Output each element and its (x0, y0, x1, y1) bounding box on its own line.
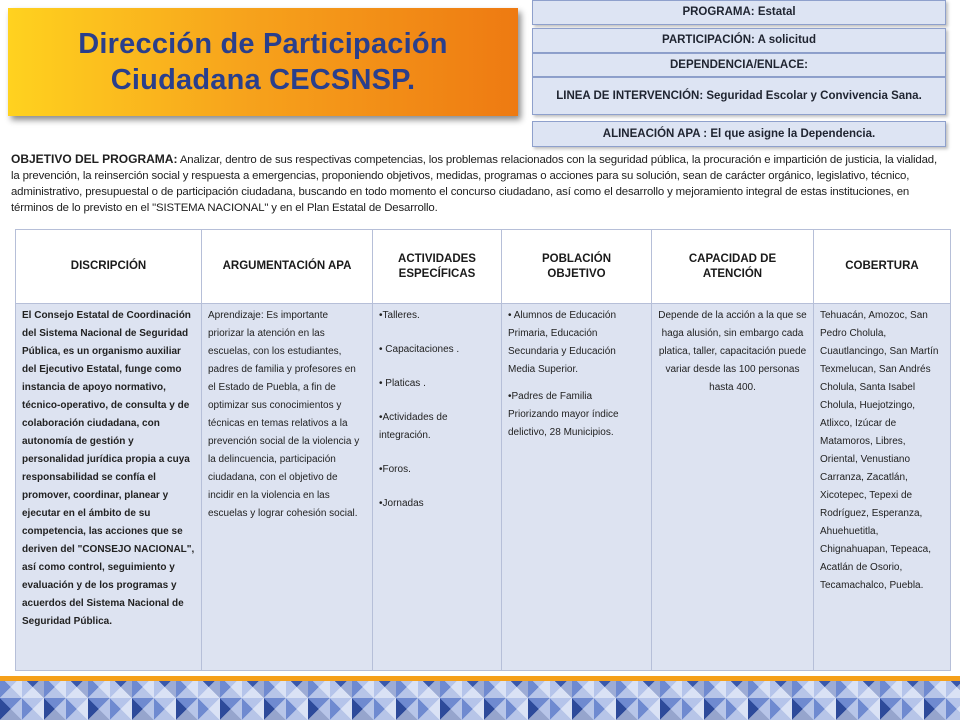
population-item: •Padres de Familia Priorizando mayor índice delictivo, 28 Municipios. (508, 391, 619, 438)
header-cobertura: COBERTURA (814, 230, 951, 304)
decorative-footer-band (0, 676, 960, 720)
objective-text: Analizar, dentro de sus respectivas competencias, los problemas relacionados con la seguridad pública, la procuración e impartición de justicia, la vialidad, la prevención, la reinserción social y respuesta a emergencias, proponiendo objetivos, medidas, programas o acciones para su solución, sean de carácter orgánico, legislativo, técnico, administrativo, presupuestal o de participación ciudadana, buscando en todo momento el concurso ciudadano, así como el desarrollo y mejoramiento integral de estas instituciones, en términos de lo previsto en el "SISTEMA NACIONAL" y en el Plan Estatal de Desarrollo. (11, 154, 937, 214)
header-descripcion: DISCRIPCIÓN (16, 230, 202, 304)
activity-item: •Actividades de integración. (379, 412, 448, 441)
cell-poblacion (502, 304, 652, 671)
info-participacion: PARTICIPACIÓN: A solicitud (532, 28, 946, 53)
header-capacidad: CAPACIDAD DE ATENCIÓN (652, 230, 814, 304)
program-objective (11, 151, 941, 216)
cell-cobertura: Tehuacán, Amozoc, San Pedro Cholula, Cuautlancingo, San Martín Texmelucan, San Andrés Cholula, Santa Isabel Cholula, Huejotzingo, Atlixco, Izúcar de Matamoros, Libres, Oriental, Venustiano Carranza, Zacatlán, Xicotepec, Tepexi de Rodríguez, Esperanza, Ahuehuetitla, Chignahuapan, Tepeaca, Acatlán de Osorio, Tecamachalco, Puebla. (814, 304, 951, 671)
activity-item: •Talleres. (379, 310, 420, 321)
cell-argumentacion: Aprendizaje: Es importante priorizar la atención en las escuelas, con los estudiantes, padres de familia y profesores en el Estado de Puebla, a fin de optimizar sus conocimientos y técnicas en temas relativos a la prevención social de la violencia y la delincuencia, participación ciudadana, con el objetivo de incidir en la violencia en las escuelas y lograr cohesión social. (202, 304, 373, 671)
population-item: • Alumnos de Educación Primaria, Educación Secundaria y Educación Media Superior. (508, 310, 617, 375)
info-dependencia: DEPENDENCIA/ENLACE: (532, 53, 946, 77)
info-linea-intervencion: LINEA DE INTERVENCIÓN: Seguridad Escolar y Convivencia Sana. (532, 77, 946, 115)
table-row (16, 304, 951, 671)
objective-lead: OBJETIVO DEL PROGRAMA: (11, 152, 178, 166)
title-banner (8, 8, 518, 116)
activity-item: • Platicas . (379, 378, 426, 389)
page-title-line2: Ciudadana CECSNSP. (110, 64, 416, 96)
header-actividades: ACTIVIDADES ESPECÍFICAS (373, 230, 502, 304)
table-header-row (16, 230, 951, 304)
activity-item: • Capacitaciones . (379, 344, 460, 355)
activity-item: •Foros. (379, 464, 411, 475)
activity-item: •Jornadas (379, 498, 424, 509)
page-title (78, 26, 447, 98)
cell-capacidad: Depende de la acción a la que se haga alusión, sin embargo cada platica, taller, capacitación puede variar desde las 100 personas hasta 400. (652, 304, 814, 671)
info-programa: PROGRAMA: Estatal (532, 0, 946, 25)
program-table (15, 229, 951, 671)
cell-actividades (373, 304, 502, 671)
header-poblacion: POBLACIÓN OBJETIVO (502, 230, 652, 304)
info-alineacion: ALINEACIÓN APA : El que asigne la Dependencia. (532, 121, 946, 147)
cell-descripcion: El Consejo Estatal de Coordinación del Sistema Nacional de Seguridad Pública, es un organismo auxiliar del Ejecutivo Estatal, funge como instancia de apoyo normativo, técnico-operativo, de consulta y de colaboración ciudadana, con autonomía de gestión y personalidad jurídica propia a cuya responsabilidad se confía el promover, coordinar, planear y ejecutar en el ámbito de su competencia, las acciones que se deriven del "CONSEJO NACIONAL", así como control, seguimiento y evaluación y de los programas y acuerdos del Sistema Nacional de Seguridad Pública. (16, 304, 202, 671)
page-title-line1: Dirección de Participación (78, 28, 448, 60)
header-argumentacion: ARGUMENTACIÓN APA (202, 230, 373, 304)
